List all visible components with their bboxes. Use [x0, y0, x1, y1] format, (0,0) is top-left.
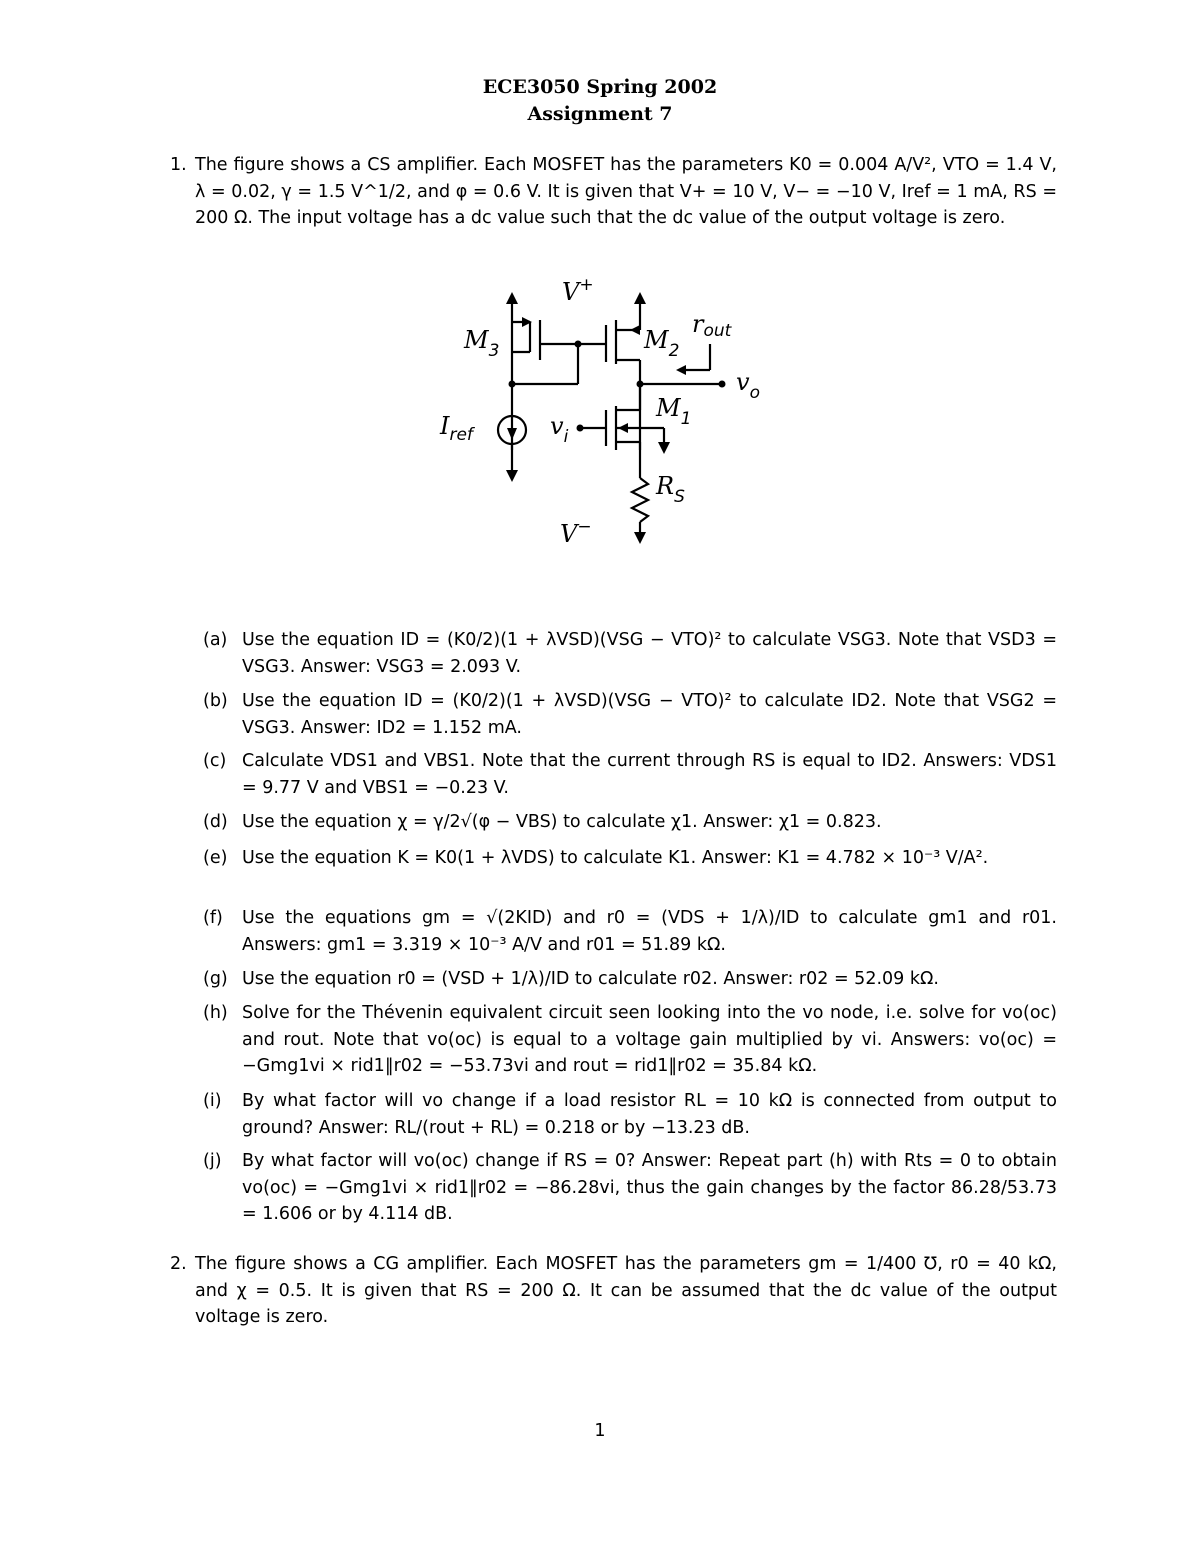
part-text-e: Use the equation K = K0(1 + λVDS) to calculate K1. Answer: K1 = 4.782 × 10⁻³ V/A². — [242, 848, 989, 868]
part-text-b: Use the equation ID = (K0/2)(1 + λVSD)(VSG − VTO)² to calculate ID2. Note that VSG2 = VSG3. Answer: ID2 = 1.152 mA. — [242, 691, 1057, 738]
part-text-a: Use the equation ID = (K0/2)(1 + λVSD)(VSG − VTO)² to calculate VSG3. Note that VSD3 = VSG3. Answer: VSG3 = 2.093 V. — [242, 630, 1057, 677]
vo-label: $v_o$ — [736, 368, 760, 403]
part-text-d: Use the equation χ = γ/2√(φ − VBS) to calculate χ1. Answer: χ1 = 0.823. — [242, 812, 882, 832]
problem-1-text: The figure shows a CS amplifier. Each MOSFET has the parameters K0 = 0.004 A/V², VTO = 1.4 V, λ = 0.02, γ = 1.5 V^1/2, and φ = 0.6 V. It is given that V+ = 10 V, V− = −10 V, Iref = 1 mA, RS = 200 Ω. The input voltage has a dc value such that the dc value of the output voltage is zero. — [195, 155, 1057, 228]
part-label-b: (b) — [203, 691, 228, 711]
rout-label: rout — [692, 310, 732, 341]
part-label-h: (h) — [203, 1003, 228, 1023]
part-label-f: (f) — [203, 908, 223, 928]
part-label-c: (c) — [203, 751, 227, 771]
vminus-label: V− — [560, 517, 592, 548]
rs-label: $R_S$ — [656, 472, 685, 507]
part-label-g: (g) — [203, 969, 228, 989]
cs-amplifier-circuit-diagram — [430, 270, 790, 560]
m3-label: $M_3$ — [464, 326, 500, 361]
part-label-i: (i) — [203, 1091, 222, 1111]
iref-label: $I_{ref}$ — [440, 412, 473, 445]
part-label-j: (j) — [203, 1151, 222, 1171]
part-label-d: (d) — [203, 812, 228, 832]
part-text-f: Use the equations gm = √(2KID) and r0 = (VDS + 1/λ)/ID to calculate gm1 and r01. Answers: gm1 = 3.319 × 10⁻³ A/V and r01 = 51.89 kΩ. — [242, 908, 1057, 955]
part-text-i: By what factor will vo change if a load resistor RL = 10 kΩ is connected from output to ground? Answer: RL/(rout + RL) = 0.218 or by −13.23 dB. — [242, 1091, 1057, 1138]
part-text-c: Calculate VDS1 and VBS1. Note that the current through RS is equal to ID2. Answers: VDS1 = 9.77 V and VBS1 = −0.23 V. — [242, 751, 1057, 798]
part-label-a: (a) — [203, 630, 228, 650]
part-label-e: (e) — [203, 848, 228, 868]
problem-2-text: The figure shows a CG amplifier. Each MOSFET has the parameters gm = 1/400 ℧, r0 = 40 kΩ, and χ = 0.5. It is given that RS = 200 Ω. It can be assumed that the dc value of the output voltage is zero. — [195, 1254, 1057, 1327]
page-number: 1 — [594, 1421, 606, 1441]
document-title: ECE3050 Spring 2002 — [482, 76, 718, 98]
problem-number: 1. — [170, 155, 187, 175]
part-text-j: By what factor will vo(oc) change if RS = 0? Answer: Repeat part (h) with Rts = 0 to obtain vo(oc) = −Gmg1vi × rid1‖r02 = −86.28vi, thus the gain changes by the factor 86.28/53.73 = 1.606 or by 4.114 dB. — [242, 1151, 1057, 1224]
m1-label: $M_1$ — [656, 394, 692, 429]
problem-number: 2. — [170, 1254, 187, 1274]
m2-label: $M_2$ — [644, 326, 680, 361]
part-text-h: Solve for the Thévenin equivalent circuit seen looking into the vo node, i.e. solve for vo(oc) and rout. Note that vo(oc) is equal to a voltage gain multiplied by vi. Answers: vo(oc) = −Gmg1vi × rid1‖r02 = −53.73vi and rout = rid1‖r02 = 35.84 kΩ. — [242, 1003, 1057, 1076]
vplus-label: V+ — [562, 275, 594, 306]
assignment-title: Assignment 7 — [527, 103, 673, 125]
part-text-g: Use the equation r0 = (VSD + 1/λ)/ID to calculate r02. Answer: r02 = 52.09 kΩ. — [242, 969, 939, 989]
vi-label: $v_i$ — [550, 412, 569, 447]
